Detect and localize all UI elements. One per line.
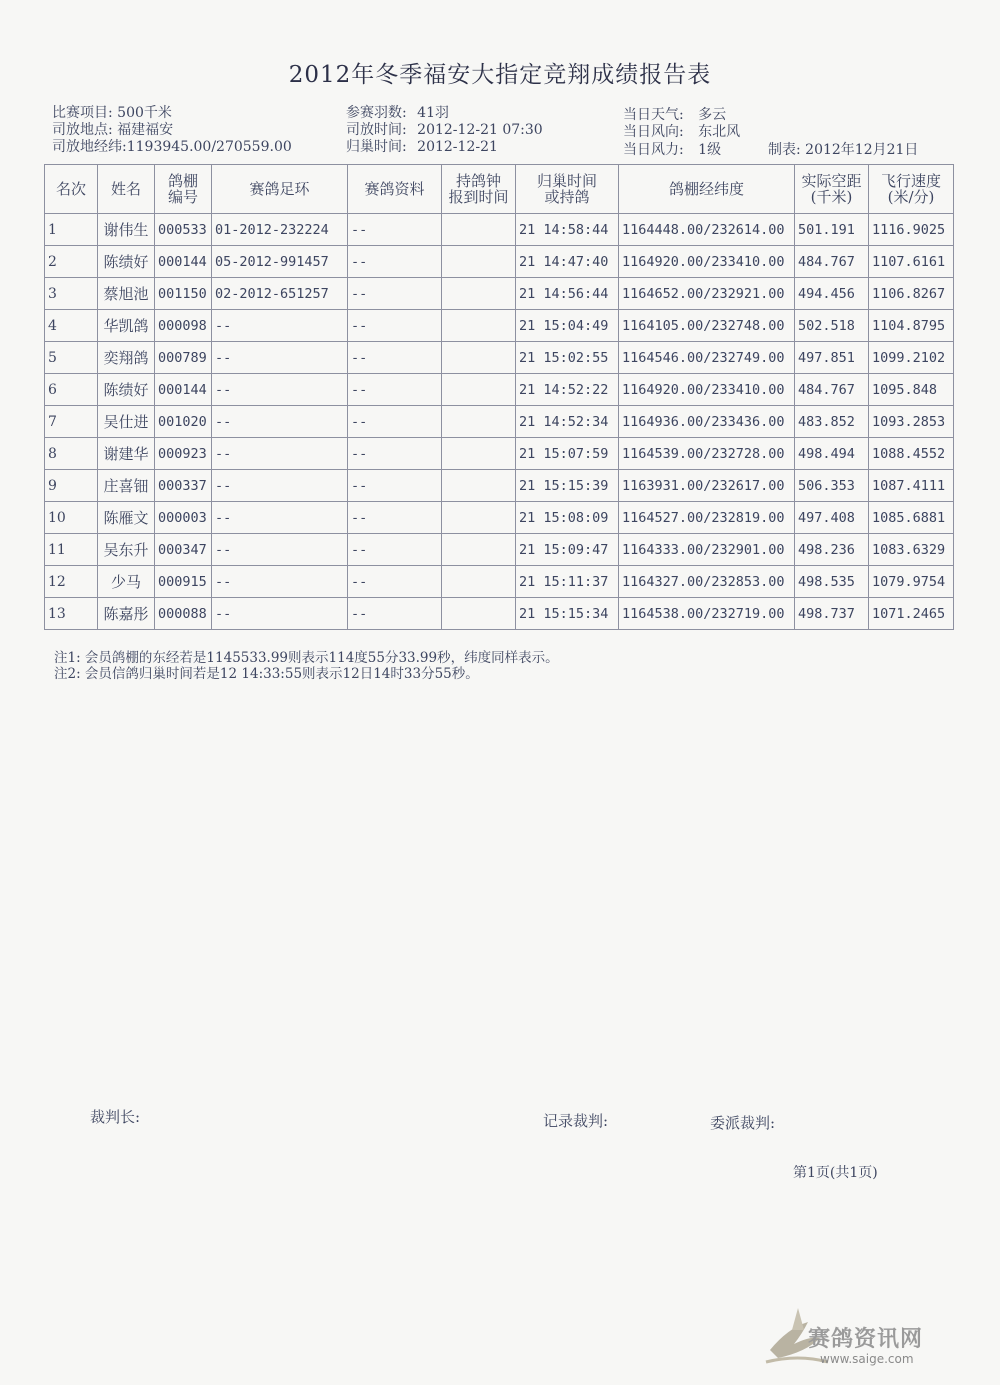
header-name: 姓名 <box>98 165 155 214</box>
cell-arrival: 21 15:11:37 <box>516 566 619 598</box>
table-row <box>45 246 954 278</box>
cell-coords: 1164652.00/232921.00 <box>619 278 795 310</box>
cell-coords: 1164327.00/232853.00 <box>619 566 795 598</box>
cell-name: 谢建华 <box>98 438 155 470</box>
cell-arrival: 21 15:08:09 <box>516 502 619 534</box>
table-row <box>45 470 954 502</box>
cell-rank: 7 <box>45 406 98 438</box>
cell-rank: 4 <box>45 310 98 342</box>
cell-ring: -- <box>212 534 348 566</box>
cell-name: 庄喜钿 <box>98 470 155 502</box>
cell-name: 少马 <box>98 566 155 598</box>
cell-info: -- <box>348 310 442 342</box>
cell-rank: 8 <box>45 438 98 470</box>
info-weather-value: 多云 <box>698 107 727 123</box>
cell-ring: -- <box>212 470 348 502</box>
info-entries-label: 参赛羽数: <box>346 105 407 121</box>
table-row <box>45 406 954 438</box>
info-release-time-label: 司放时间: <box>346 122 407 138</box>
cell-clock <box>442 278 516 310</box>
cell-speed: 1104.8795 <box>869 310 954 342</box>
cell-coords: 1164539.00/232728.00 <box>619 438 795 470</box>
header-clock-time: 持鸽钟 报到时间 <box>442 165 516 214</box>
cell-arrival: 21 15:02:55 <box>516 342 619 374</box>
cell-info: -- <box>348 374 442 406</box>
cell-arrival: 21 14:56:44 <box>516 278 619 310</box>
table-row <box>45 214 954 246</box>
table-row <box>45 598 954 630</box>
info-return-time-label: 归巢时间: <box>346 139 407 155</box>
cell-speed: 1107.6161 <box>869 246 954 278</box>
cell-coords: 1164538.00/232719.00 <box>619 598 795 630</box>
notes <box>54 650 559 682</box>
cell-ring: -- <box>212 566 348 598</box>
info-prepared-value: 2012年12月21日 <box>805 142 919 158</box>
cell-loft: 000533 <box>155 214 212 246</box>
cell-distance: 498.535 <box>795 566 869 598</box>
info-release-coords-value: 1193945.00/270559.00 <box>126 139 292 155</box>
results-body <box>45 214 954 630</box>
cell-clock <box>442 598 516 630</box>
cell-arrival: 21 15:04:49 <box>516 310 619 342</box>
cell-clock <box>442 246 516 278</box>
info-return-time-value: 2012-12-21 <box>417 139 498 155</box>
header-ring: 赛鸽足环 <box>212 165 348 214</box>
table-row <box>45 374 954 406</box>
cell-loft: 000789 <box>155 342 212 374</box>
cell-loft: 000915 <box>155 566 212 598</box>
cell-distance: 494.456 <box>795 278 869 310</box>
cell-name: 吴东升 <box>98 534 155 566</box>
info-wind-force <box>623 142 721 159</box>
cell-speed: 1099.2102 <box>869 342 954 374</box>
cell-coords: 1164527.00/232819.00 <box>619 502 795 534</box>
cell-clock <box>442 566 516 598</box>
cell-clock <box>442 342 516 374</box>
cell-clock <box>442 214 516 246</box>
header-rank: 名次 <box>45 165 98 214</box>
cell-clock <box>442 310 516 342</box>
table-row <box>45 342 954 374</box>
cell-info: -- <box>348 438 442 470</box>
table-row <box>45 310 954 342</box>
cell-name: 陈嘉彤 <box>98 598 155 630</box>
info-wind-direction-label: 当日风向: <box>623 124 684 140</box>
cell-loft: 000347 <box>155 534 212 566</box>
chief-judge-label: 裁判长: <box>90 1108 141 1126</box>
cell-loft: 000098 <box>155 310 212 342</box>
note-2: 注2: 会员信鸽归巢时间若是12 14:33:55则表示12日14时33分55秒。 <box>54 666 479 682</box>
cell-name: 谢伟生 <box>98 214 155 246</box>
info-return-time <box>346 139 498 156</box>
cell-speed: 1106.8267 <box>869 278 954 310</box>
cell-ring: 05-2012-991457 <box>212 246 348 278</box>
cell-clock <box>442 438 516 470</box>
cell-name: 吴仕进 <box>98 406 155 438</box>
header-coordinates: 鸽棚经纬度 <box>619 165 795 214</box>
header-loft-number: 鸽棚 编号 <box>155 165 212 214</box>
cell-loft: 000088 <box>155 598 212 630</box>
info-weather-label: 当日天气: <box>623 107 684 123</box>
cell-speed: 1095.848 <box>869 374 954 406</box>
cell-distance: 484.767 <box>795 246 869 278</box>
cell-info: -- <box>348 598 442 630</box>
info-prepared-label: 制表: <box>768 142 801 158</box>
cell-rank: 12 <box>45 566 98 598</box>
header-arrival-time: 归巢时间 或持鸽 <box>516 165 619 214</box>
cell-arrival: 21 14:52:22 <box>516 374 619 406</box>
cell-coords: 1164920.00/233410.00 <box>619 246 795 278</box>
cell-info: -- <box>348 246 442 278</box>
cell-rank: 1 <box>45 214 98 246</box>
info-release-time <box>346 122 543 139</box>
cell-distance: 497.851 <box>795 342 869 374</box>
cell-speed: 1079.9754 <box>869 566 954 598</box>
info-release-coords-label: 司放地经纬: <box>52 139 127 155</box>
cell-rank: 13 <box>45 598 98 630</box>
note-1: 注1: 会员鸽棚的东经若是1145533.99则表示114度55分33.99秒，纬度同样表示。 <box>54 650 559 666</box>
info-wind-direction <box>623 124 740 141</box>
cell-distance: 497.408 <box>795 502 869 534</box>
cell-rank: 10 <box>45 502 98 534</box>
cell-distance: 498.494 <box>795 438 869 470</box>
cell-rank: 3 <box>45 278 98 310</box>
cell-ring: -- <box>212 438 348 470</box>
cell-speed: 1116.9025 <box>869 214 954 246</box>
cell-info: -- <box>348 406 442 438</box>
info-event-label: 比赛项目: <box>52 105 113 121</box>
cell-ring: -- <box>212 374 348 406</box>
cell-name: 陈雁文 <box>98 502 155 534</box>
header-speed: 飞行速度 (米/分) <box>869 165 954 214</box>
cell-speed: 1071.2465 <box>869 598 954 630</box>
cell-arrival: 21 15:09:47 <box>516 534 619 566</box>
cell-speed: 1083.6329 <box>869 534 954 566</box>
cell-loft: 000923 <box>155 438 212 470</box>
results-table <box>44 164 954 630</box>
info-wind-force-value: 1级 <box>698 142 722 158</box>
table-row <box>45 566 954 598</box>
info-wind-force-label: 当日风力: <box>623 142 684 158</box>
cell-ring: -- <box>212 502 348 534</box>
cell-name: 陈绩好 <box>98 246 155 278</box>
cell-name: 奕翔鸽 <box>98 342 155 374</box>
header-info: 赛鸽资料 <box>348 165 442 214</box>
table-row <box>45 438 954 470</box>
cell-coords: 1164936.00/233436.00 <box>619 406 795 438</box>
cell-info: -- <box>348 278 442 310</box>
cell-speed: 1087.4111 <box>869 470 954 502</box>
cell-distance: 501.191 <box>795 214 869 246</box>
cell-rank: 9 <box>45 470 98 502</box>
cell-distance: 483.852 <box>795 406 869 438</box>
table-row <box>45 502 954 534</box>
cell-clock <box>442 374 516 406</box>
info-release-place <box>52 122 173 139</box>
cell-ring: -- <box>212 342 348 374</box>
watermark-text: 赛鸽资讯网 <box>808 1327 924 1352</box>
cell-info: -- <box>348 502 442 534</box>
cell-loft: 001150 <box>155 278 212 310</box>
cell-loft: 000144 <box>155 246 212 278</box>
cell-arrival: 21 14:52:34 <box>516 406 619 438</box>
cell-loft: 000144 <box>155 374 212 406</box>
cell-rank: 5 <box>45 342 98 374</box>
cell-loft: 000003 <box>155 502 212 534</box>
info-weather <box>623 107 726 124</box>
cell-clock <box>442 406 516 438</box>
cell-arrival: 21 14:47:40 <box>516 246 619 278</box>
cell-name: 华凯鸽 <box>98 310 155 342</box>
table-header-row <box>45 165 954 214</box>
info-prepared <box>768 142 918 159</box>
cell-loft: 001020 <box>155 406 212 438</box>
cell-ring: 02-2012-651257 <box>212 278 348 310</box>
info-entries <box>346 105 449 122</box>
cell-coords: 1164105.00/232748.00 <box>619 310 795 342</box>
cell-distance: 502.518 <box>795 310 869 342</box>
cell-clock <box>442 470 516 502</box>
cell-arrival: 21 15:15:34 <box>516 598 619 630</box>
cell-distance: 498.236 <box>795 534 869 566</box>
cell-coords: 1164546.00/232749.00 <box>619 342 795 374</box>
cell-rank: 2 <box>45 246 98 278</box>
cell-ring: -- <box>212 598 348 630</box>
cell-ring: -- <box>212 310 348 342</box>
cell-ring: 01-2012-232224 <box>212 214 348 246</box>
page-number: 第1页(共1页) <box>793 1165 878 1181</box>
table-row <box>45 534 954 566</box>
info-event <box>52 105 172 122</box>
header-distance: 实际空距 (千米) <box>795 165 869 214</box>
cell-info: -- <box>348 534 442 566</box>
cell-distance: 506.353 <box>795 470 869 502</box>
info-release-time-value: 2012-12-21 07:30 <box>417 122 543 138</box>
cell-coords: 1164920.00/233410.00 <box>619 374 795 406</box>
info-release-coords <box>52 139 292 156</box>
cell-rank: 11 <box>45 534 98 566</box>
record-judge-label: 记录裁判: <box>543 1112 609 1130</box>
cell-info: -- <box>348 566 442 598</box>
cell-speed: 1093.2853 <box>869 406 954 438</box>
cell-distance: 498.737 <box>795 598 869 630</box>
cell-distance: 484.767 <box>795 374 869 406</box>
cell-speed: 1085.6881 <box>869 502 954 534</box>
cell-rank: 6 <box>45 374 98 406</box>
table-row <box>45 278 954 310</box>
watermark-url: www.saige.com <box>820 1352 914 1366</box>
report-title: 2012年冬季福安大指定竞翔成绩报告表 <box>288 62 712 88</box>
cell-name: 蔡旭池 <box>98 278 155 310</box>
appointed-judge-label: 委派裁判: <box>710 1114 776 1132</box>
info-release-place-label: 司放地点: <box>52 122 113 138</box>
cell-coords: 1164448.00/232614.00 <box>619 214 795 246</box>
info-entries-value: 41羽 <box>417 105 449 121</box>
info-wind-direction-value: 东北风 <box>698 124 741 140</box>
cell-arrival: 21 15:15:39 <box>516 470 619 502</box>
cell-clock <box>442 502 516 534</box>
cell-info: -- <box>348 470 442 502</box>
info-release-place-value: 福建福安 <box>117 122 174 138</box>
cell-speed: 1088.4552 <box>869 438 954 470</box>
cell-info: -- <box>348 214 442 246</box>
info-event-value: 500千米 <box>117 105 172 121</box>
cell-name: 陈绩好 <box>98 374 155 406</box>
cell-loft: 000337 <box>155 470 212 502</box>
cell-arrival: 21 15:07:59 <box>516 438 619 470</box>
cell-coords: 1164333.00/232901.00 <box>619 534 795 566</box>
cell-clock <box>442 534 516 566</box>
cell-coords: 1163931.00/232617.00 <box>619 470 795 502</box>
cell-ring: -- <box>212 406 348 438</box>
cell-arrival: 21 14:58:44 <box>516 214 619 246</box>
cell-info: -- <box>348 342 442 374</box>
